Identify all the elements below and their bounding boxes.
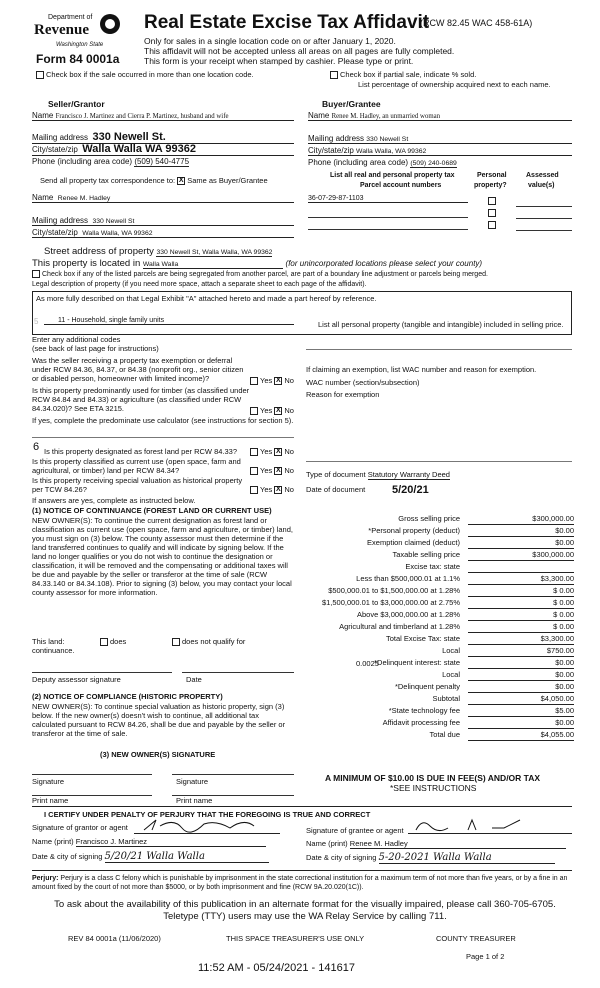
parcel-header2: Parcel account numbers [360,182,442,189]
seller-city[interactable]: Walla Walla WA 99362 [82,143,196,155]
correspondence-row [40,176,268,185]
grantor-date-label: Date & city of signing [32,852,103,861]
seller-heading: Seller/Grantor [48,99,105,109]
calc-row [306,549,574,561]
no-checkbox[interactable]: X [276,467,281,475]
street-address[interactable]: 330 Newell St, Walla Walla, WA 99362 [156,249,273,256]
perjury-label: Perjury: [32,875,59,882]
question-historic: Is this property receiving special valuation as historical property per TCW 84.26? [32,476,243,494]
seller-city-row [32,143,294,156]
calc-row [306,705,574,717]
buyer-phone-row [308,158,457,167]
header-note3: This form is your receipt when stamped by cashier. Please type or print. [144,56,414,66]
calc-value[interactable]: $4,055.00 [468,730,574,741]
see-instructions: *SEE INSTRUCTIONS [390,783,477,793]
this-land-label: This land: [32,637,65,646]
corr-mail-row [32,216,294,226]
instructed-note: If answers are yes, complete as instructed below. [32,496,196,505]
minimum-notice: A MINIMUM OF $10.00 IS DUE IN FEE(S) AND/OR TAX [325,773,541,783]
header-note1: Only for sales in a single location code on or after January 1, 2020. [144,36,396,46]
notice-continuance-heading: (1) NOTICE OF CONTINUANCE (FOREST LAND OR CURRENT USE) [32,506,272,515]
corr-name-row [32,193,294,203]
revision: REV 84 0001a (11/06/2020) [68,934,161,943]
legal-label: Legal description of property (if you need more space, attach a separate sheet to each page of the affidavit). [32,281,367,288]
treasurer-use: THIS SPACE TREASURER'S USE ONLY [226,934,365,943]
location-value[interactable]: Walla Walla [143,261,283,269]
yes-label: Yes [260,466,273,475]
calc-value[interactable]: $5.00 [468,706,574,717]
segregate-check[interactable] [32,270,572,278]
dept-line2: Revenue [34,22,89,38]
certify-heading: I CERTIFY UNDER PENALTY OF PERJURY THAT THE FOREGOING IS TRUE AND CORRECT [44,810,371,819]
local-rate: 0.0025 [356,659,379,668]
calc-row [306,717,574,729]
calc-value[interactable]: $0.00 [468,538,574,549]
calc-row [306,645,574,657]
calc-label: Subtotal [432,694,460,703]
use-code-value[interactable]: 11 - Household, single family units [58,317,165,324]
notice-continuance-text: NEW OWNER(S): To continue the current designation as forest land or classification as current use (open space, farm and agriculture, or timber) land, you must sign on (3) below. The county assessor must then determine if the land transferred continues to qualify and will indicate by signing below. If the land no longer qualifies or you do not wish to continue the designation or classification, it will be removed and the compensating or additional taxes will be due and payable by the seller or transferor at the time of sale (RCW 84.33.140 or 84.34.108). Prior to signing (3) below, you may contact your local county assessor for more information. [32,516,293,597]
corr-city[interactable]: Walla Walla, WA 99362 [82,230,153,237]
calc-row [306,513,574,525]
addl-codes-2: (see back of last page for instructions) [32,344,159,353]
doc-type[interactable]: Statutory Warranty Deed [367,470,450,479]
continuance-label: continuance. [32,646,75,655]
calc-label: Gross selling price [398,514,460,523]
yes-checkbox[interactable] [250,467,258,475]
grantor-sig-label: Signature of grantor or agent [32,823,128,832]
calc-value[interactable]: $ 0.00 [468,622,574,633]
corr-name[interactable]: Renee M. Hadley [57,195,111,202]
calc-label: Local [442,670,460,679]
parcel-number[interactable]: 36-07-29-87-1103 [308,195,364,202]
addl-codes-1: Enter any additional codes [32,335,121,344]
corr-mail-label: Mailing address [32,216,89,225]
dor-logo [32,12,124,52]
calc-label: Exemption claimed (deduct) [367,538,460,547]
assessed-line [516,230,572,231]
date-label: Date [186,675,202,684]
q2-answer [250,406,294,415]
calc-label: *State technology fee [388,706,460,715]
grantee-date-city[interactable]: 5-20-2021 Walla Walla [379,852,555,864]
no-label: No [284,376,294,385]
calc-label: Total Excise Tax: state [385,634,460,643]
header-note2: This affidavit will not be accepted unless all areas on all pages are fully completed. [144,46,455,56]
corr-city-label: City/state/zip [32,228,78,237]
location-note: (for unincorporated locations please select your county) [285,259,483,268]
calc-value[interactable]: $300,000.00 [468,550,574,561]
calc-label: *Personal property (deduct) [368,526,460,535]
sig-label-1: Signature [32,777,65,786]
buyer-city-row [308,146,572,156]
checkbox-icon[interactable] [36,71,44,79]
calc-row [306,597,574,609]
calc-label: Excise tax: state [405,562,460,571]
calc-label: *Delinquent interest: state [374,658,460,667]
sig-line [32,774,152,775]
checkbox-icon[interactable] [330,71,338,79]
no-label: No [284,485,294,494]
street-label: Street address of property [44,246,154,257]
does-check[interactable] [100,637,126,646]
doc-date-label: Date of document [306,485,366,494]
seller-mail-label: Mailing address [32,133,89,142]
buyer-mail-label: Mailing address [308,134,365,143]
personal-checkbox[interactable] [488,209,496,217]
calc-value[interactable]: $0.00 [468,658,574,669]
buyer-city[interactable]: Walla Walla, WA 99362 [356,148,427,155]
no-label: No [284,447,294,456]
dor-emblem-icon [100,14,120,34]
county-treasurer: COUNTY TREASURER [436,934,516,943]
date-line [182,672,294,673]
legal-description[interactable]: As more fully described on that Legal Exhibit "A" attached hereto and made a part hereof by reference. [36,294,377,303]
same-as-buyer-checkbox[interactable]: X [178,177,184,185]
recording-stamp: 11:52 AM - 05/24/2021 - 141617 [198,962,355,974]
q4-answer [250,447,294,456]
yes-checkbox[interactable] [250,486,258,494]
dept-line3: Washington State [56,42,104,48]
calc-value[interactable]: $0.00 [468,670,574,681]
seller-name-label: Name [32,111,54,120]
personal-checkbox[interactable] [488,221,496,229]
form-rcw: (RCW 82.45 WAC 458-61A) [420,18,533,28]
dept-line1: Department of [48,14,93,21]
seller-phone-row [32,157,189,166]
seller-phone-label: Phone (including area code) [32,157,133,166]
form-number: Form 84 0001a [36,52,120,66]
buyer-phone[interactable]: (509) 240-0689 [410,160,457,167]
segregate-label: Check box if any of the listed parcels are being segregated from another parcel, are part of a boundary line adjustment or parcels being merged. [42,270,488,278]
calc-label: Local [442,646,460,655]
correspondence-label: Send all property tax correspondence to: [40,176,176,185]
corr-city-row [32,228,294,238]
calc-value[interactable]: $300,000.00 [468,514,574,525]
deputy-line [32,672,172,673]
calc-value[interactable]: $0.00 [468,682,574,693]
reason-label: Reason for exemption [306,390,380,399]
calc-row [306,561,574,573]
yes-label: Yes [260,376,273,385]
grantor-name[interactable]: Francisco J. Martinez [76,837,266,847]
calc-label: $500,000.01 to $1,500,000.00 at 1.28% [328,586,460,595]
buyer-phone-label: Phone (including area code) [308,158,409,167]
yes-checkbox[interactable] [250,407,258,415]
seller-name[interactable]: Francisco J. Martinez and Cierra P. Martinez, husband and wife [55,113,229,120]
land-label [32,637,75,655]
alt-format-1: To ask about the availability of this publication in an alternate format for the visually impaired, please call 360-705-6705. [54,899,556,910]
use-code [44,317,294,325]
form-title: Real Estate Excise Tax Affidavit [144,12,430,33]
calc-row [306,537,574,549]
buyer-heading: Buyer/Grantee [322,99,381,109]
parcel-header5: Assessed [526,172,559,179]
no-label: No [284,466,294,475]
grantor-name-label: Name (print) [32,837,74,846]
question-calculator: If yes, complete the predominate use calculator (see instructions for section 5). [32,416,294,425]
location-row [32,258,482,269]
calc-row [306,693,574,705]
multi-location-label: Check box if the sale occurred in more than one location code. [46,70,254,79]
no-checkbox[interactable]: X [276,377,281,385]
page-number: Page 1 of 2 [466,952,505,961]
yes-label: Yes [260,485,273,494]
no-label: No [284,406,294,415]
personal-property-label: List all personal property (tangible and intangible) included in selling price. [318,320,564,329]
divider [32,806,572,807]
yes-label: Yes [260,447,273,456]
divider [32,870,572,871]
claim-exemption-label: If claiming an exemption, list WAC number and reason for exemption. [306,365,537,374]
no-checkbox[interactable]: X [276,407,281,415]
seller-phone[interactable]: (509) 540-4775 [134,157,190,166]
same-as-buyer-label: Same as Buyer/Grantee [187,176,268,185]
partial-sale-check[interactable] [330,70,476,79]
grantee-name[interactable]: Renee M. Hadley [350,839,566,849]
seller-name-row [32,111,294,121]
grantee-sig-label: Signature of grantee or agent [306,826,404,835]
no-checkbox[interactable]: X [276,448,281,456]
checkbox-icon[interactable] [100,638,108,646]
calc-value[interactable]: $ 0.00 [468,586,574,597]
grantor-signature[interactable] [134,816,280,834]
assessed-line [516,218,572,219]
does-label: does [110,637,127,646]
buyer-mail-row [308,134,572,144]
calc-value[interactable]: $4,050.00 [468,694,574,705]
calc-label: Agricultural and timberland at 1.28% [339,622,460,631]
calc-label: Total due [429,730,460,739]
q5-answer [250,466,294,475]
wac-label: WAC number (section/subsection) [306,378,420,387]
calc-label: Above $3,000,000.00 at 1.28% [356,610,460,619]
parcel-line [308,229,468,230]
seller-city-label: City/state/zip [32,145,78,154]
grantor-name-row [32,837,266,847]
grantee-signature[interactable] [408,816,572,834]
yes-label: Yes [260,406,273,415]
calc-row [306,609,574,621]
parcel-header1: List all real and personal property tax [330,172,455,179]
partial-sale-note: List percentage of ownership acquired next to each name. [358,80,551,89]
section-6-number: 6 [33,441,40,453]
tax-calculation [306,513,574,741]
calc-value[interactable]: $0.00 [468,526,574,537]
partial-sale-label: Check box if partial sale, indicate % sold. [340,70,477,79]
personal-checkbox[interactable] [488,197,496,205]
question-exemption: Was the seller receiving a property tax exemption or deferral under RCW 84.36, 84.37, or 84.38 (nonprofit org., senior citizen or disabled person, homeowner with limited income)? [32,356,244,383]
checkbox-icon[interactable] [32,270,40,278]
calc-value[interactable]: $3,300.00 [468,634,574,645]
print-label-1: Print name [32,796,69,805]
calc-label: *Delinquent penalty [394,682,460,691]
grantee-name-row [306,839,566,849]
grantor-date-city[interactable]: 5/20/21 Walla Walla [105,851,269,863]
notice-compliance-heading: (2) NOTICE OF COMPLIANCE (HISTORIC PROPERTY) [32,692,223,701]
calc-label: Taxable selling price [392,550,460,559]
section-5-number: 5 [34,317,39,326]
calc-row [306,585,574,597]
divider [32,437,294,438]
doc-date-row [306,485,365,494]
calc-row [306,573,574,585]
no-checkbox[interactable]: X [276,486,281,494]
yes-checkbox[interactable] [250,377,258,385]
calc-value[interactable]: $3,300.00 [468,574,574,585]
signature-image [134,816,280,834]
perjury-text: Perjury is a class C felony which is punishable by imprisonment in the state correctional institution for a maximum term of not more than five years, or by a fine in an amount fixed by the court of not more than $5000, or by both imprisonment and fine (RCW 9A.20.020(1C)). [32,875,568,891]
calc-value[interactable]: $ 0.00 [468,598,574,609]
calc-label: $1,500,000.01 to $3,000,000.00 at 2.75% [321,598,460,607]
sig-line [172,774,294,775]
deputy-label: Deputy assessor signature [32,675,121,684]
divider [306,349,572,350]
calc-row [306,621,574,633]
calc-row [306,633,574,645]
calc-label: Affidavit processing fee [382,718,460,727]
q1-answer [250,376,294,385]
calc-value[interactable]: $ 0.00 [468,610,574,621]
assessed-line [516,206,572,207]
checkbox-icon[interactable] [172,638,180,646]
parcel-header3: Personal [477,172,507,179]
calc-row [306,681,574,693]
buyer-name[interactable]: Renee M. Hadley, an unmarried woman [331,113,441,120]
calc-value[interactable]: $0.00 [468,718,574,729]
doc-type-row [306,470,450,479]
location-label: This property is located in [32,258,141,269]
doc-date[interactable]: 5/20/21 [392,484,429,496]
seller-mail[interactable]: 330 Newell St. [92,131,166,143]
sig-label-2: Signature [176,777,209,786]
grantee-sig-row [306,826,404,835]
divider [306,461,572,462]
calc-row [306,657,574,669]
question-timber: Is this property predominantly used for timber (as classified under RCW 84.84 and 84.33) or agriculture (as classified under RCW 84.34.020)? See ETA 3215. [32,386,250,413]
parcel-row [308,195,468,203]
buyer-mail[interactable]: 330 Newell St [366,136,409,143]
grantee-date-label: Date & city of signing [306,853,377,862]
buyer-name-row [308,111,572,121]
buyer-name-label: Name [308,111,330,120]
parcel-header4: property? [474,182,507,189]
calc-row [306,525,574,537]
parcel-line [308,217,468,218]
doc-type-label: Type of document [306,470,366,479]
alt-format-2: Teletype (TTY) users may use the WA Relay Service by calling 711. [163,911,447,922]
corr-name-label: Name [32,193,54,202]
calc-value[interactable] [468,562,574,573]
perjury-note [32,874,572,892]
question-forest: Is this property designated as forest land per RCW 84.33? [44,447,238,456]
does-not-label: does not qualify for [182,637,246,646]
corr-mail[interactable]: 330 Newell St [92,218,135,225]
street-row [44,246,344,257]
grantee-name-label: Name (print) [306,839,348,848]
calc-row [306,729,574,741]
print-label-2: Print name [176,796,213,805]
does-not-check[interactable] [172,637,245,646]
calc-label: Less than $500,000.01 at 1.1% [356,574,460,583]
buyer-city-label: City/state/zip [308,146,354,155]
grantee-date-row [306,852,555,864]
calc-value[interactable]: $750.00 [468,646,574,657]
q6-answer [250,485,294,494]
new-owner-heading: (3) NEW OWNER(S) SIGNATURE [100,750,216,759]
multi-location-check[interactable] [36,70,254,79]
grantor-date-row [32,851,269,863]
calc-row [306,669,574,681]
question-current-use: Is this property classified as current use (open space, farm and agricultural, or timber) land per RCW 84.34? [32,457,241,475]
parcel-header6: value(s) [528,182,555,189]
yes-checkbox[interactable] [250,448,258,456]
signature-image [408,816,572,834]
notice-compliance-text: NEW OWNER(S): To continue special valuation as historic property, sign (3) below. If the new owner(s) doesn't wish to continue, all additional tax calculated pursuant to RCW 84.26, shall be due and payable by the seller or transferor at the time of sale. [32,702,286,738]
